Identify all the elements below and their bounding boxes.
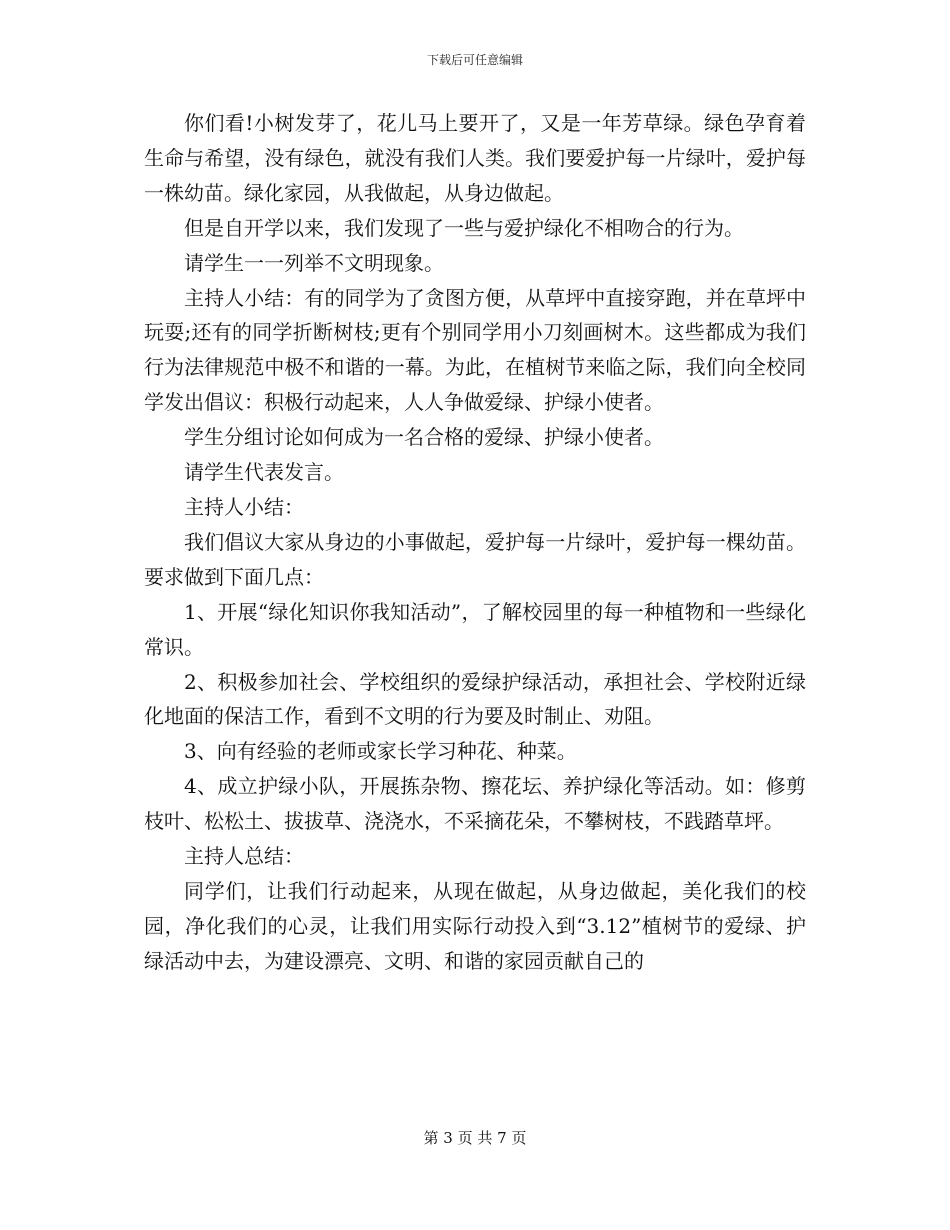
- list-item: 1、开展“绿化知识你我知活动”，了解校园里的每一种植物和一些绿化常识。: [144, 599, 806, 659]
- list-item: 3、向有经验的老师或家长学习种花、种菜。: [184, 739, 577, 764]
- paragraph: 学生分组讨论如何成为一名合格的爱绿、护绿小使者。: [184, 425, 664, 450]
- paragraph: 主持人小结：有的同学为了贪图方便，从草坪中直接穿跑，并在草坪中玩耍;还有的同学折断树枝;更有个别同学用小刀刻画树木。这些都成为我们行为法律规范中极不和谐的一幕。为此，在植树节来临之际，我们向全校同学发出倡议：积极行动起来，人人争做爱绿、护绿小使者。: [144, 285, 806, 415]
- paragraph: 请学生代表发言。: [184, 460, 344, 485]
- paragraph: 但是自开学以来，我们发现了一些与爱护绿化不相吻合的行为。: [184, 215, 744, 240]
- paragraph: 我们倡议大家从身边的小事做起，爱护每一片绿叶，爱护每一棵幼苗。要求做到下面几点：: [144, 529, 806, 589]
- page-header: 下载后可任意编辑: [426, 53, 523, 67]
- paragraph: 主持人小结：: [184, 494, 304, 519]
- paragraph: 你们看!小树发芽了，花儿马上要开了，又是一年芳草绿。绿色孕育着生命与希望，没有绿色，就没有我们人类。我们要爱护每一片绿叶，爱护每一株幼苗。绿化家园，从我做起，从身边做起。: [144, 111, 806, 205]
- paragraph: 主持人总结：: [184, 844, 304, 869]
- list-item: 4、成立护绿小队，开展拣杂物、擦花坛、养护绿化等活动。如：修剪枝叶、松松土、拔拔草、浇浇水，不采摘花朵，不攀树枝，不践踏草坪。: [144, 774, 806, 834]
- paragraph: 请学生一一列举不文明现象。: [184, 250, 444, 275]
- page-number: 第 3 页 共 7 页: [423, 1129, 527, 1147]
- paragraph: 同学们，让我们行动起来，从现在做起，从身边做起，美化我们的校园，净化我们的心灵，让我们用实际行动投入到“3.12”植树节的爱绿、护绿活动中去，为建设漂亮、文明、和谐的家园贡献自己的: [144, 878, 806, 973]
- list-item: 2、积极参加社会、学校组织的爱绿护绿活动，承担社会、学校附近绿化地面的保洁工作，看到不文明的行为要及时制止、劝阻。: [144, 669, 806, 729]
- document-body: [144, 106, 806, 979]
